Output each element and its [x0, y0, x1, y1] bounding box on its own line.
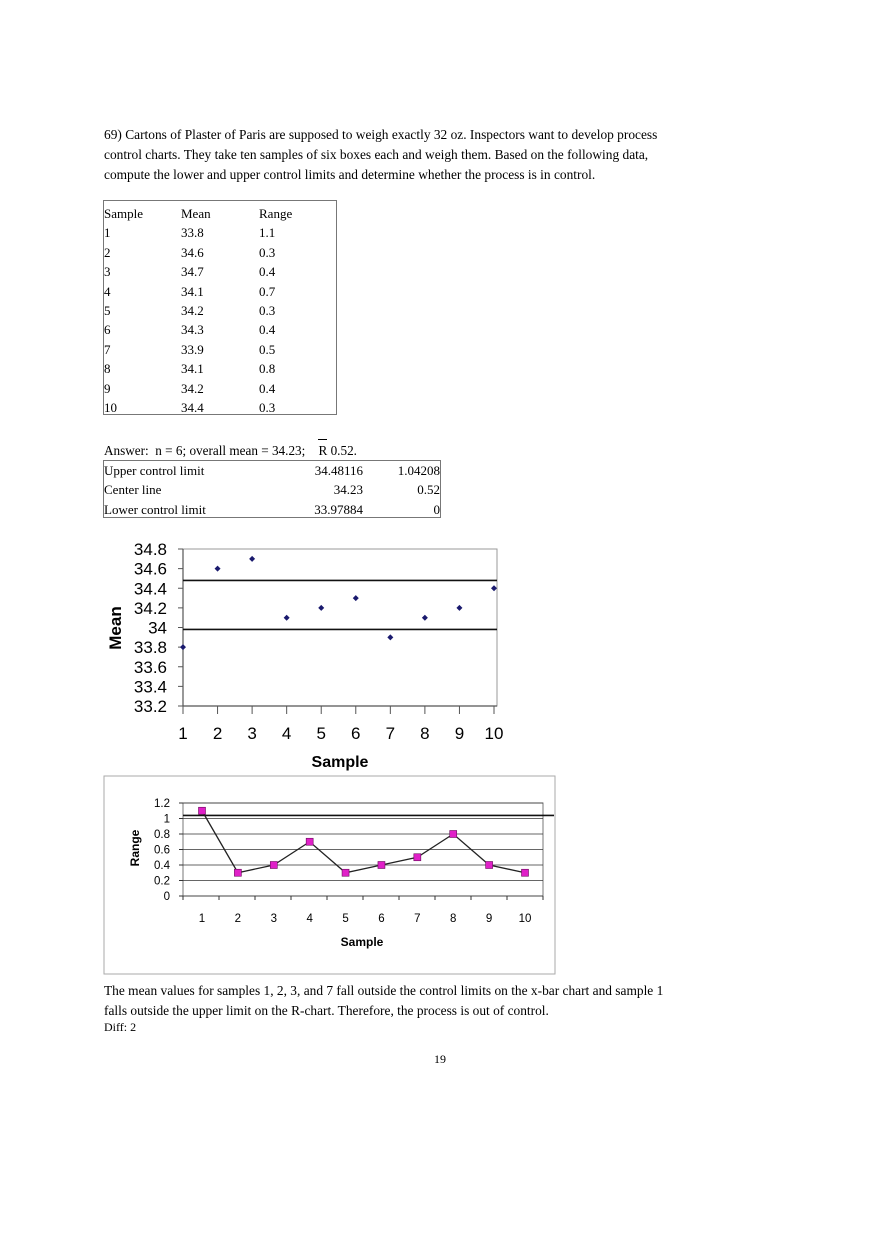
table-cell: 3 [104, 264, 111, 280]
table-cell: 0.5 [259, 341, 276, 357]
sample-data-table [103, 200, 337, 415]
table-header-cell: Mean [181, 206, 211, 221]
r-point [270, 862, 277, 869]
table-cell: 10 [104, 400, 117, 415]
r-x-tick-label: 8 [450, 913, 457, 925]
r-x-tick-label: 5 [342, 913, 349, 925]
table-cell: 34.6 [181, 244, 204, 260]
table-header-cell: Range [259, 206, 293, 221]
limits-row [104, 461, 440, 480]
limits-row [104, 500, 440, 519]
r-plot-area [183, 803, 543, 896]
table-cell: 9 [104, 380, 111, 396]
xbar-y-tick-label: 34.6 [133, 559, 167, 579]
r-y-axis-label: Range [128, 829, 142, 867]
difficulty-label: Diff: 2 [104, 1020, 137, 1034]
table-header-cell: Sample [104, 206, 143, 221]
table-cell: 34.3 [181, 322, 204, 338]
table-cell: 0.8 [259, 361, 276, 377]
r-chart-frame [104, 776, 555, 974]
r-x-axis-label: Sample [340, 935, 384, 949]
question-line: control charts. They take ten samples of six boxes each and weigh them. Based on the following data, [104, 147, 649, 162]
limits-value: 0 [433, 501, 440, 517]
xbar-x-axis-label: Sample [311, 754, 369, 771]
r-x-tick-label: 2 [234, 913, 242, 925]
limits-label: Lower control limit [104, 501, 206, 517]
r-x-tick-label: 4 [306, 913, 313, 925]
answer-prefix: Answer: n = 6; overall mean = 34.23; [104, 443, 319, 458]
r-point [234, 869, 241, 876]
control-limits-table [103, 460, 441, 518]
r-y-tick-label: 0.6 [154, 844, 170, 857]
table-cell: 0.7 [259, 283, 276, 299]
r-y-tick-label: 0 [163, 891, 170, 903]
xbar-point [249, 556, 255, 562]
table-cell: 0.3 [259, 244, 276, 260]
xbar-point [491, 585, 497, 591]
answer-line [104, 442, 357, 460]
limits-row [104, 480, 440, 499]
xbar-x-tick-label: 7 [385, 724, 396, 743]
conclusion-text [104, 981, 724, 1021]
question-text [104, 125, 724, 185]
page-number: 19 [434, 1052, 446, 1066]
limits-value: 34.23 [333, 482, 363, 498]
limits-value: 1.04208 [397, 463, 440, 478]
table-cell: 4 [104, 283, 111, 299]
r-point [450, 831, 457, 838]
r-point [522, 869, 529, 876]
xbar-y-tick-label: 33.4 [133, 677, 167, 697]
table-cell: 34.2 [181, 303, 204, 318]
xbar-y-tick-label: 33.2 [133, 697, 167, 716]
r-x-tick-label: 9 [485, 913, 493, 925]
table-cell: 34.1 [181, 361, 204, 377]
xbar-point [353, 595, 359, 601]
r-y-tick-label: 1.2 [154, 798, 170, 810]
limits-value: 0.52 [417, 482, 440, 498]
table-cell: 33.8 [181, 225, 204, 241]
xbar-x-tick-label: 3 [247, 724, 257, 743]
xbar-x-tick-label: 6 [351, 724, 361, 743]
xbar-point [318, 605, 324, 611]
xbar-y-tick-label: 34.4 [133, 579, 167, 599]
xbar-plot-area [183, 549, 497, 706]
table-cell: 8 [104, 361, 111, 377]
r-point [306, 838, 313, 845]
r-series-line [202, 811, 525, 873]
xbar-x-tick-label: 4 [281, 724, 292, 743]
xbar-y-tick-label: 34.8 [133, 540, 167, 559]
table-cell: 2 [104, 244, 111, 260]
conclusion-line: falls outside the upper limit on the R-chart. Therefore, the process is out of control. [104, 1003, 549, 1018]
xbar-y-tick-label: 33.8 [133, 638, 167, 658]
r-point [378, 862, 385, 869]
xbar-y-tick-label: 34.2 [133, 598, 167, 618]
r-point [414, 854, 421, 861]
limits-value: 33.97884 [314, 501, 363, 517]
xbar-point [422, 615, 428, 621]
r-y-tick-label: 1 [163, 813, 170, 826]
xbar-y-axis-label: Mean [106, 606, 125, 650]
table-cell: 0.4 [259, 264, 276, 280]
table-cell: 0.3 [259, 303, 276, 318]
r-bar-symbol: R [318, 443, 328, 458]
answer-suffix: 0.52. [327, 443, 357, 458]
xbar-y-tick-label: 33.6 [133, 657, 167, 677]
r-x-tick-label: 1 [198, 913, 206, 925]
xbar-x-tick-label: 9 [454, 724, 465, 743]
r-y-tick-label: 0.2 [154, 875, 170, 888]
r-x-tick-label: 10 [518, 913, 532, 925]
table-cell: 34.4 [181, 400, 204, 415]
table-cell: 7 [104, 341, 111, 357]
xbar-x-tick-label: 1 [178, 724, 188, 743]
r-x-tick-label: 3 [270, 913, 277, 925]
table-cell: 34.7 [181, 264, 204, 280]
xbar-point [215, 566, 221, 572]
table-cell: 33.9 [181, 341, 204, 357]
limits-label: Center line [104, 482, 162, 498]
table-cell: 34.2 [181, 380, 204, 396]
r-y-tick-label: 0.8 [154, 829, 170, 841]
xbar-x-tick-label: 8 [420, 724, 430, 743]
xbar-x-tick-label: 5 [316, 724, 326, 743]
limits-label: Upper control limit [104, 463, 205, 478]
table-cell: 1.1 [259, 225, 276, 241]
question-line: compute the lower and upper control limits and determine whether the process is in control. [104, 167, 596, 182]
r-point [342, 869, 349, 876]
r-point [199, 807, 206, 814]
xbar-y-tick-label: 34 [148, 618, 167, 638]
xbar-x-tick-label: 2 [212, 724, 223, 743]
r-y-tick-label: 0.4 [154, 860, 170, 872]
conclusion-line: The mean values for samples 1, 2, 3, and 7 fall outside the control limits on the x-bar chart and sample 1 [104, 983, 664, 998]
r-x-tick-label: 6 [378, 913, 385, 925]
xbar-point [284, 615, 290, 621]
r-x-tick-label: 7 [414, 913, 421, 925]
table-cell: 34.1 [181, 283, 204, 299]
table-cell: 5 [104, 303, 111, 318]
table-cell: 1 [104, 225, 111, 241]
xbar-point [456, 605, 462, 611]
xbar-point [387, 634, 393, 640]
table-cell: 0.4 [259, 380, 276, 396]
table-cell: 0.4 [259, 322, 276, 338]
table-cell: 6 [104, 322, 111, 338]
question-line: 69) Cartons of Plaster of Paris are supposed to weigh exactly 32 oz. Inspectors want to develop process [104, 127, 658, 142]
xbar-point [180, 644, 186, 650]
table-cell: 0.3 [259, 400, 276, 415]
r-point [486, 862, 493, 869]
limits-value: 34.48116 [314, 463, 363, 478]
xbar-x-tick-label: 10 [484, 724, 504, 743]
